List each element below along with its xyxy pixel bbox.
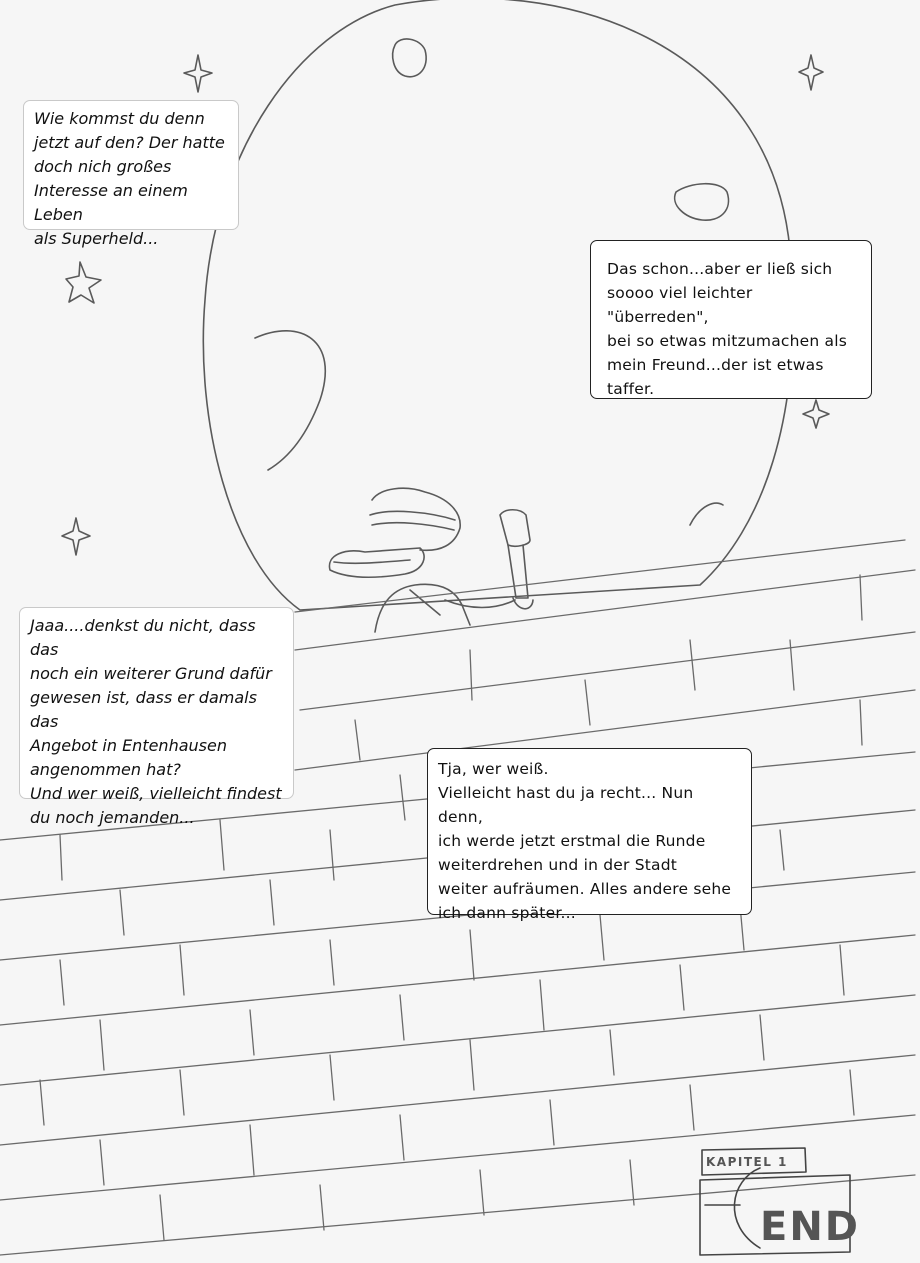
moon-crater: [690, 503, 723, 525]
moon-crater: [675, 184, 729, 220]
speech-bubble-top-left: Wie kommst du denn jetzt auf den? Der hatte doch nich großes Interesse an einem Leben als Superheld...: [23, 100, 239, 230]
moon-crater: [255, 331, 325, 470]
star-icon: [184, 55, 212, 92]
star-icon: [799, 55, 823, 90]
star-icon: [66, 262, 101, 303]
speech-bubble-middle-left: Jaaa....denkst du nicht, dass das noch ein weiterer Grund dafür gewesen ist, dass er damals das Angebot in Entenhausen angenommen hat? Und wer weiß, vielleicht findest du noch jemanden...: [19, 607, 294, 799]
chapter-label: KAPITEL 1: [706, 1155, 788, 1169]
speech-bubble-middle-right: Tja, wer weiß. Vielleicht hast du ja recht... Nun denn, ich werde jetzt erstmal die Runde weiterdrehen und in der Stadt weiter aufräumen. Alles andere sehe ich dann später...: [427, 748, 752, 915]
speech-bubble-top-right: Das schon...aber er ließ sich soooo viel leichter "überreden", bei so etwas mitzumachen als mein Freund...der ist etwas taffer.: [590, 240, 872, 399]
end-label: END: [760, 1204, 861, 1250]
star-icon: [803, 400, 829, 428]
star-icon: [62, 518, 90, 555]
moon-crater: [393, 39, 426, 77]
character-duck: [329, 488, 533, 632]
